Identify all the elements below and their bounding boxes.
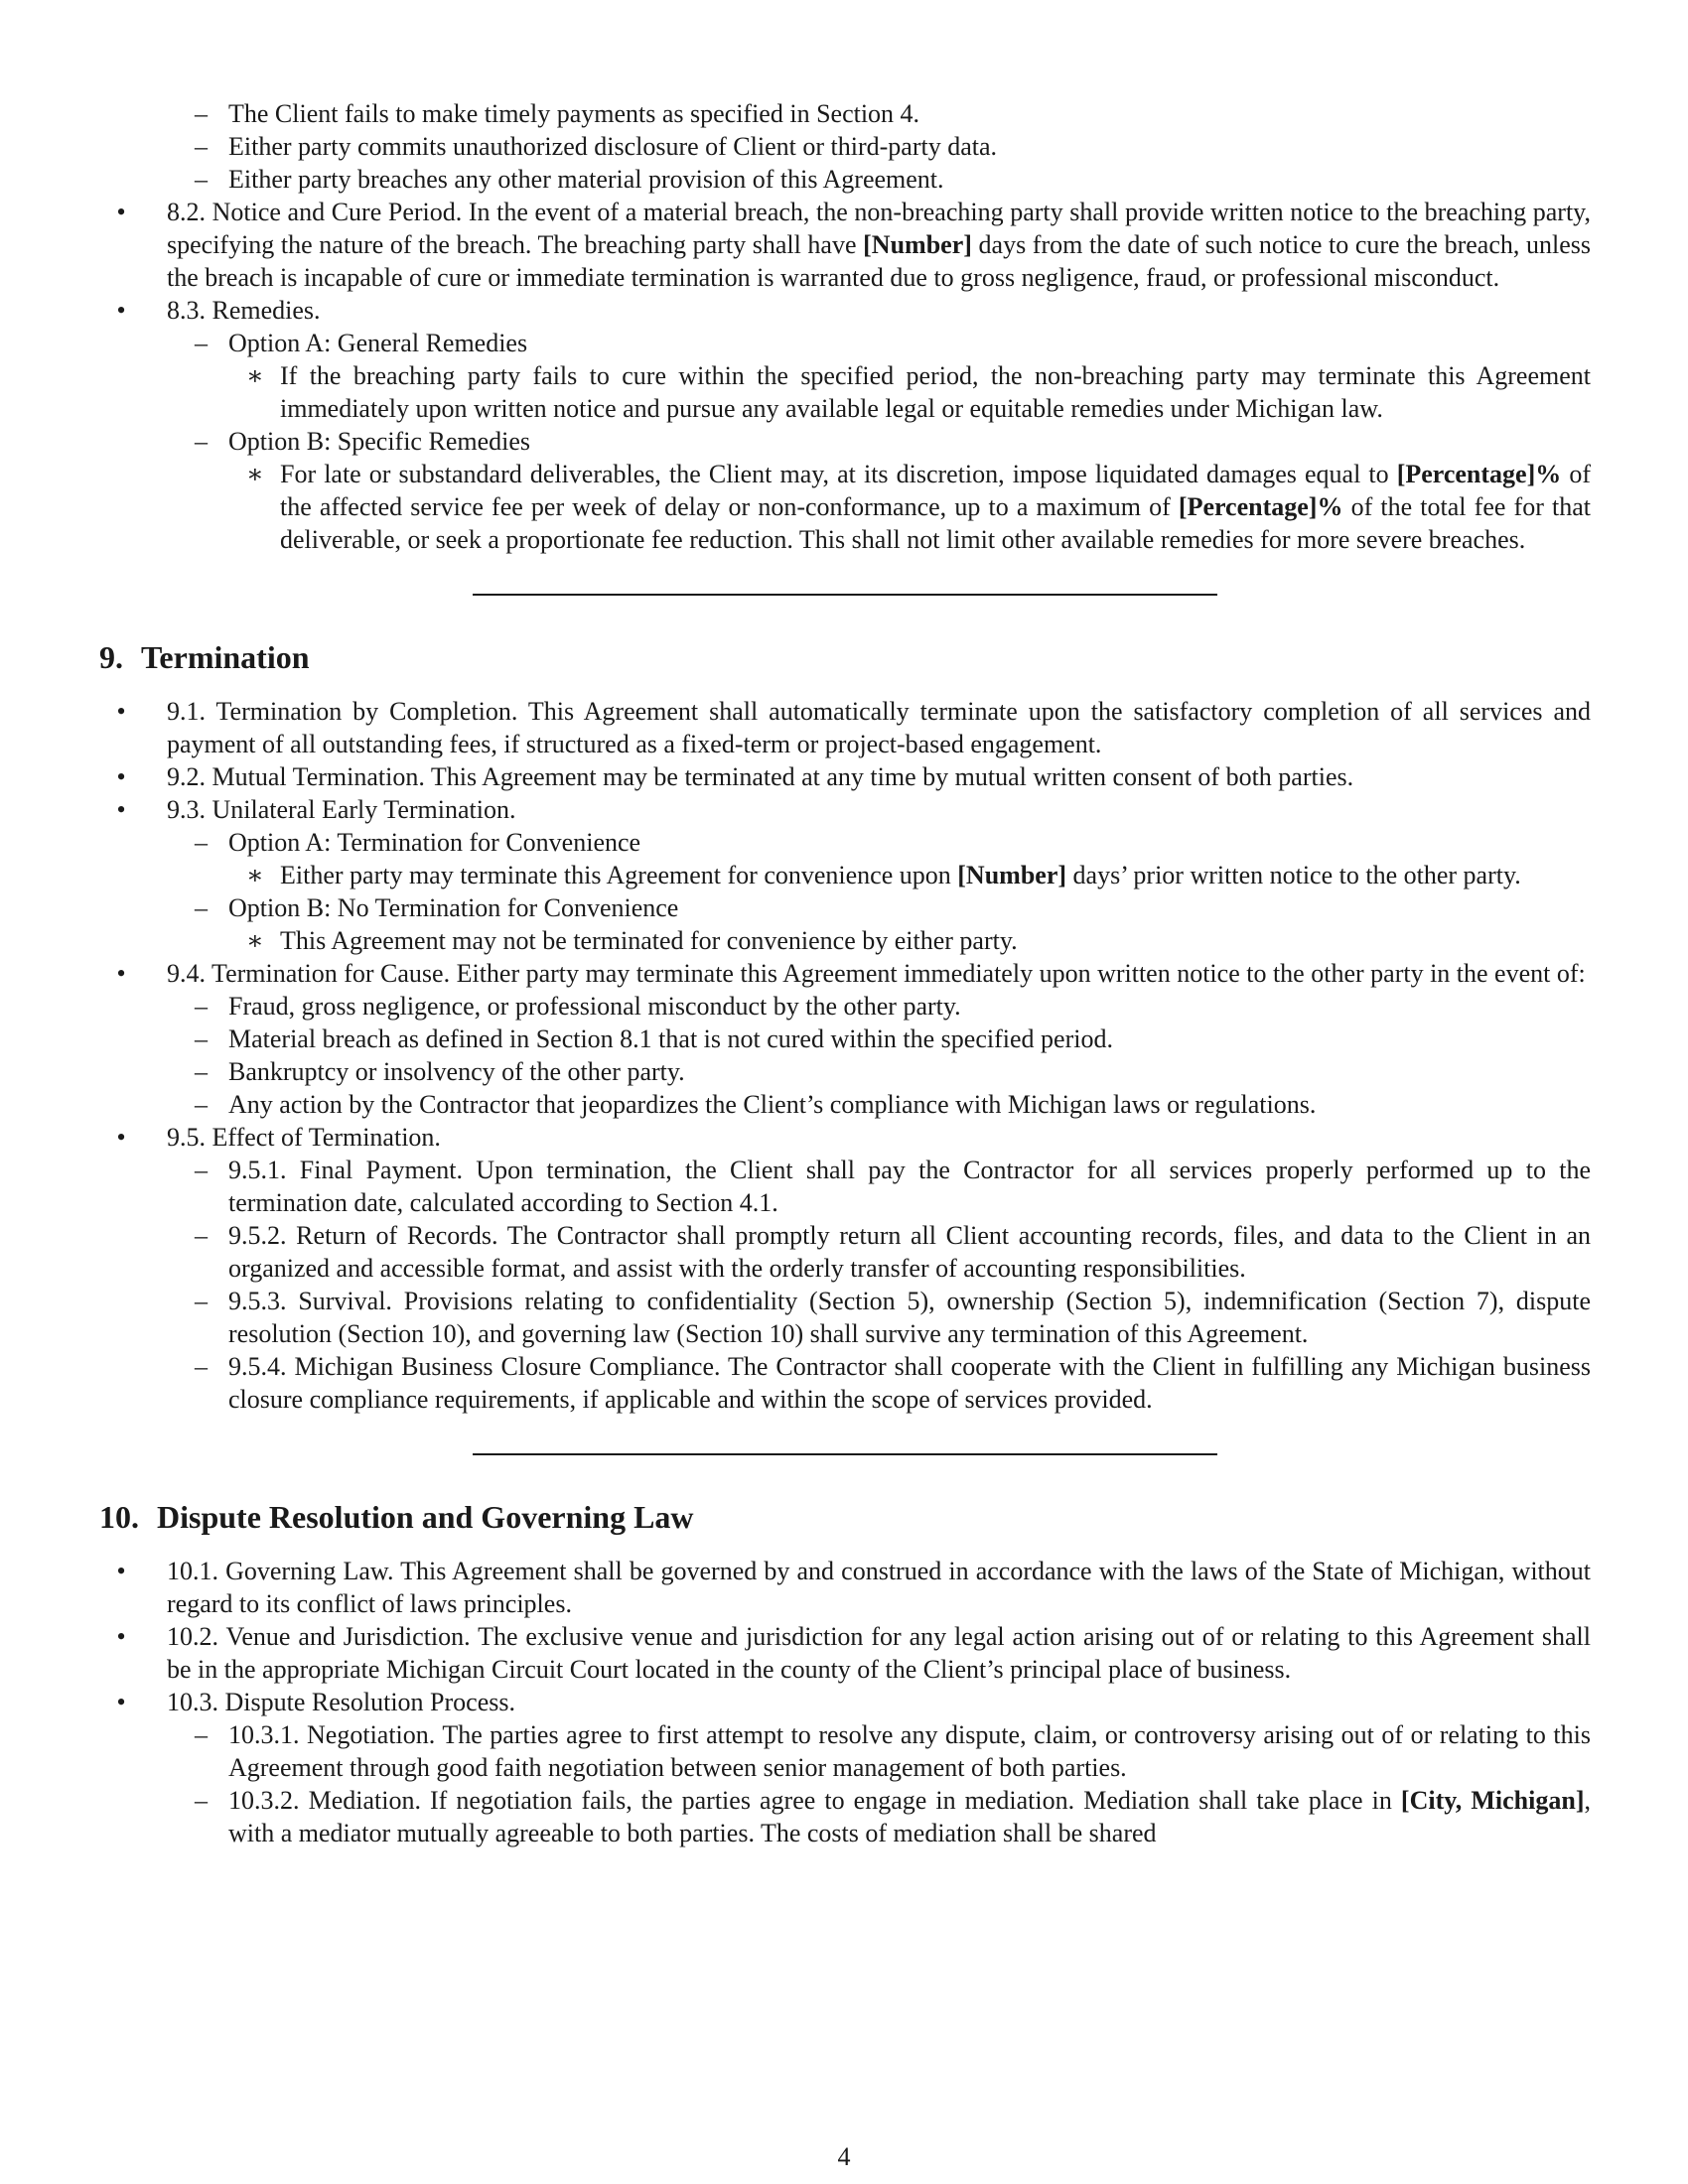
- clause-8-3: [99, 294, 1591, 327]
- clause-label: 8.3. Remedies.: [167, 296, 321, 325]
- list-item-text: Material breach as defined in Section 8.1 that is not cured within the specified period.: [228, 1024, 1113, 1053]
- option-b-text: [246, 924, 1591, 957]
- option-text: days’ prior written notice to the other party.: [1066, 861, 1521, 889]
- bullet-marker: •: [116, 762, 126, 791]
- option-a-text: [246, 859, 1591, 891]
- section-number: 10.: [99, 1499, 139, 1535]
- bullet-marker: •: [116, 959, 126, 988]
- option-a-label: [195, 327, 1591, 359]
- option-b-label: [195, 425, 1591, 458]
- star-marker: ∗: [246, 460, 264, 488]
- page-number: 4: [837, 2142, 851, 2171]
- placeholder-percentage: [Percentage]%: [1178, 492, 1343, 521]
- list-item-text: Any action by the Contractor that jeopardizes the Client’s compliance with Michigan laws or regulations.: [228, 1090, 1317, 1119]
- option-label: Option A: Termination for Convenience: [228, 828, 641, 857]
- clause-label: 9.3. Unilateral Early Termination.: [167, 795, 516, 824]
- option-text: Either party may terminate this Agreement for convenience upon: [280, 861, 958, 889]
- list-item: [195, 130, 1591, 163]
- option-text: This Agreement may not be terminated for convenience by either party.: [280, 926, 1018, 955]
- bullet-marker: •: [116, 795, 126, 824]
- dash-marker: –: [195, 893, 208, 922]
- clause-10-3: [99, 1686, 1591, 1718]
- list-item-text: 9.5.4. Michigan Business Closure Compliance. The Contractor shall cooperate with the Client in fulfilling any Michigan business closure compliance requirements, if applicable and within the scope of services provided.: [228, 1352, 1591, 1414]
- list-item: [195, 97, 1591, 130]
- section-title: Termination: [141, 639, 310, 675]
- clause-text: 9.1. Termination by Completion. This Agreement shall automatically terminate upon the satisfactory completion of all services and payment of all outstanding fees, if structured as a fixed-term or project-based engagement.: [167, 697, 1591, 758]
- option-label: Option B: No Termination for Convenience: [228, 893, 679, 922]
- list-item-text: 9.5.2. Return of Records. The Contractor shall promptly return all Client accounting records, files, and data to the Client in an organized and accessible format, and assist with the orderly transfer of accounting responsibilities.: [228, 1221, 1591, 1283]
- list-item-text: 10.3.1. Negotiation. The parties agree to first attempt to resolve any dispute, claim, or controversy arising out of or relating to this Agreement through good faith negotiation between senior management of both parties.: [228, 1720, 1591, 1782]
- list-item: [195, 1784, 1591, 1849]
- clause-9-3: [99, 793, 1591, 826]
- dash-marker: –: [195, 1720, 208, 1749]
- list-item: [195, 1023, 1591, 1055]
- clause-label: 9.5. Effect of Termination.: [167, 1123, 441, 1152]
- placeholder-city: [City, Michigan]: [1400, 1786, 1585, 1815]
- star-marker: ∗: [246, 861, 264, 889]
- clause-label: 10.3. Dispute Resolution Process.: [167, 1688, 515, 1716]
- list-item-text: 9.5.3. Survival. Provisions relating to confidentiality (Section 5), ownership (Section 5), indemnification (Section 7), dispute resolution (Section 10), and governing law (Section 10) shall survive any termination of this Agreement.: [228, 1287, 1591, 1348]
- dash-marker: –: [195, 1057, 208, 1086]
- clause-9-1: [99, 695, 1591, 760]
- list-item: [195, 1285, 1591, 1350]
- bullet-marker: •: [116, 198, 126, 226]
- option-label: Option A: General Remedies: [228, 329, 528, 357]
- bullet-marker: •: [116, 697, 126, 726]
- bullet-marker: •: [116, 1688, 126, 1716]
- list-item: [195, 1350, 1591, 1416]
- clause-text: 10.1. Governing Law. This Agreement shall be governed by and construed in accordance with the laws of the State of Michigan, without regard to its conflict of laws principles.: [167, 1557, 1591, 1618]
- document-page: [99, 97, 1591, 1849]
- list-item-text: 9.5.1. Final Payment. Upon termination, the Client shall pay the Contractor for all services properly performed up to the termination date, calculated according to Section 4.1.: [228, 1156, 1591, 1217]
- clause-9-4: [99, 957, 1591, 990]
- dash-marker: –: [195, 1352, 208, 1381]
- list-item: [195, 990, 1591, 1023]
- clause-10-2: [99, 1620, 1591, 1686]
- list-item: [195, 1718, 1591, 1784]
- list-item-text: Fraud, gross negligence, or professional misconduct by the other party.: [228, 992, 961, 1021]
- clause-10-1: [99, 1555, 1591, 1620]
- star-marker: ∗: [246, 926, 264, 955]
- clause-text: 10.2. Venue and Jurisdiction. The exclusive venue and jurisdiction for any legal action arising out of or relating to this Agreement shall be in the appropriate Michigan Circuit Court located in the county of the Client’s principal place of business.: [167, 1622, 1591, 1684]
- dash-marker: –: [195, 99, 208, 128]
- dash-marker: –: [195, 132, 208, 161]
- dash-marker: –: [195, 1786, 208, 1815]
- dash-marker: –: [195, 427, 208, 456]
- section-number: 9.: [99, 639, 123, 675]
- dash-marker: –: [195, 1156, 208, 1184]
- list-item-text: Either party commits unauthorized disclosure of Client or third-party data.: [228, 132, 998, 161]
- bullet-marker: •: [116, 296, 126, 325]
- list-item: [195, 1088, 1591, 1121]
- list-item-text: Either party breaches any other material provision of this Agreement.: [228, 165, 944, 194]
- star-marker: ∗: [246, 361, 264, 390]
- clause-text: days from the date of such notice to cure the breach, unless the breach is incapable of cure or immediate termination is warranted due to gross negligence, fraud, or professional misconduct.: [167, 230, 1591, 292]
- clause-text: 9.4. Termination for Cause. Either party may terminate this Agreement immediately upon written notice to the other party in the event of:: [167, 959, 1586, 988]
- dash-marker: –: [195, 992, 208, 1021]
- bullet-marker: •: [116, 1622, 126, 1651]
- option-a-label: [195, 826, 1591, 859]
- list-item: [195, 1055, 1591, 1088]
- clause-9-5: [99, 1121, 1591, 1154]
- dash-marker: –: [195, 1024, 208, 1053]
- option-b-label: [195, 891, 1591, 924]
- list-item-text: , with a mediator mutually agreeable to both parties. The costs of mediation shall be shared: [228, 1786, 1591, 1847]
- clause-9-2: [99, 760, 1591, 793]
- list-item-text: Bankruptcy or insolvency of the other party.: [228, 1057, 685, 1086]
- placeholder-number: [Number]: [863, 230, 972, 259]
- placeholder-number: [Number]: [957, 861, 1067, 889]
- placeholder-percentage: [Percentage]%: [1396, 460, 1562, 488]
- list-item-text: 10.3.2. Mediation. If negotiation fails, the parties agree to engage in mediation. Mediation shall take place in: [228, 1786, 1401, 1815]
- dash-marker: –: [195, 1090, 208, 1119]
- option-text: of the total fee for that deliverable, or seek a proportionate fee reduction. This shall not limit other available remedies for more severe breaches.: [280, 492, 1591, 554]
- option-b-text: [246, 458, 1591, 556]
- dash-marker: –: [195, 329, 208, 357]
- list-item: [195, 163, 1591, 196]
- dash-marker: –: [195, 165, 208, 194]
- clause-8-2: [99, 196, 1591, 294]
- clause-text: 9.2. Mutual Termination. This Agreement may be terminated at any time by mutual written consent of both parties.: [167, 762, 1354, 791]
- list-item-text: The Client fails to make timely payments as specified in Section 4.: [228, 99, 920, 128]
- dash-marker: –: [195, 828, 208, 857]
- list-item: [195, 1219, 1591, 1285]
- option-label: Option B: Specific Remedies: [228, 427, 531, 456]
- section-heading-9: [99, 637, 1591, 677]
- section-title: Dispute Resolution and Governing Law: [157, 1499, 694, 1535]
- dash-marker: –: [195, 1287, 208, 1315]
- bullet-marker: •: [116, 1557, 126, 1585]
- clause-text: 8.2. Notice and Cure Period. In the event of a material breach, the non-breaching party shall provide written notice to the breaching party, specifying the nature of the breach. The breaching party shall have: [167, 198, 1591, 259]
- bullet-marker: •: [116, 1123, 126, 1152]
- option-text: If the breaching party fails to cure within the specified period, the non-breaching party may terminate this Agreement immediately upon written notice and pursue any available legal or equitable remedies under Michigan law.: [280, 361, 1591, 423]
- dash-marker: –: [195, 1221, 208, 1250]
- list-item: [195, 1154, 1591, 1219]
- section-divider: [473, 594, 1217, 596]
- section-divider: [473, 1453, 1217, 1455]
- section-heading-10: [99, 1497, 1591, 1537]
- option-text: of the affected service fee per week of delay or non-conformance, up to a maximum of: [280, 460, 1591, 521]
- option-text: For late or substandard deliverables, the Client may, at its discretion, impose liquidated damages equal to: [280, 460, 1397, 488]
- option-a-text: [246, 359, 1591, 425]
